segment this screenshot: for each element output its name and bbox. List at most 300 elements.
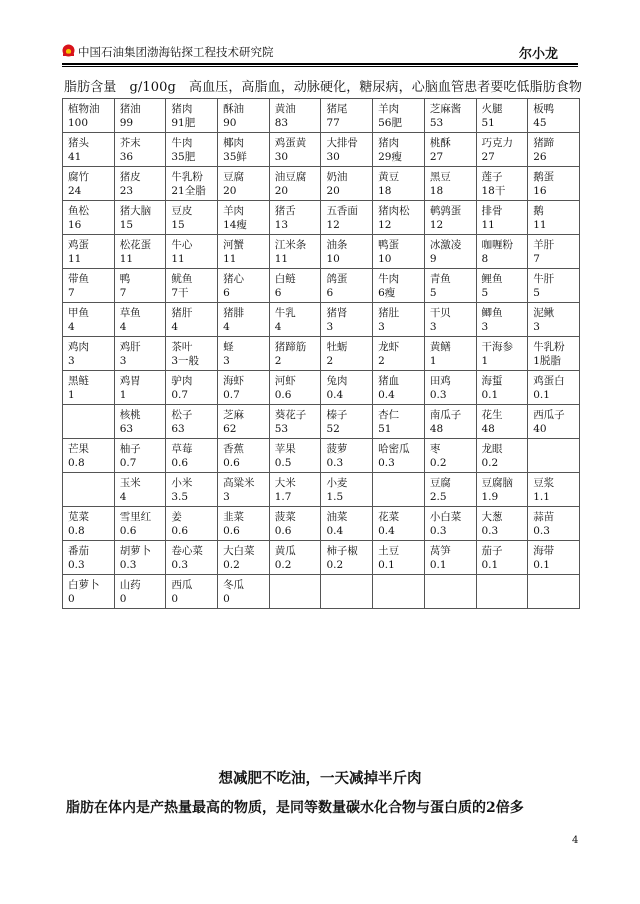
fat-value: 3: [119, 355, 127, 367]
table-row: [63, 167, 580, 201]
fat-value: 9: [429, 253, 437, 265]
fat-value: 0.4: [326, 525, 344, 537]
empty-cell: [373, 575, 425, 609]
fat-value: 1脱脂: [533, 355, 561, 367]
food-cell: [528, 99, 580, 133]
food-cell: [321, 167, 373, 201]
fat-value: 5: [481, 287, 489, 299]
fat-value: 0: [223, 593, 230, 605]
fat-value: 51: [378, 423, 392, 435]
food-cell: [166, 167, 218, 201]
fat-value: 0.7: [223, 389, 240, 401]
food-cell: [63, 507, 115, 541]
food-cell: [269, 405, 321, 439]
food-cell: [218, 303, 270, 337]
fat-value: 48: [481, 423, 495, 435]
fat-value: 7: [533, 253, 540, 265]
food-name: 南瓜子: [429, 409, 462, 421]
fat-value: 53: [274, 423, 289, 435]
fat-value: 18: [378, 185, 392, 197]
food-cell: [166, 133, 218, 167]
food-cell: [218, 473, 270, 507]
fat-value: 0.3: [429, 525, 447, 537]
food-cell: [476, 167, 528, 201]
food-cell: [476, 473, 528, 507]
food-cell: [528, 405, 580, 439]
food-name: 核桃: [119, 409, 141, 421]
fat-value: 77: [326, 117, 340, 129]
food-cell: [218, 269, 270, 303]
food-name: 哈密瓜: [378, 443, 410, 455]
food-name: 巧克力: [481, 137, 513, 149]
food-name: 白鲢: [274, 273, 296, 285]
food-cell: [476, 269, 528, 303]
food-cell: [218, 541, 270, 575]
table-row: [63, 473, 580, 507]
food-cell: [63, 337, 115, 371]
food-name: 河蟹: [223, 239, 245, 251]
food-name: 土豆: [378, 545, 400, 557]
food-cell: [476, 99, 528, 133]
food-name: 牛乳粉: [533, 341, 565, 353]
food-cell: [528, 541, 580, 575]
food-cell: [373, 507, 425, 541]
food-cell: [114, 575, 166, 609]
food-cell: [424, 541, 476, 575]
food-name: 玉米: [119, 477, 141, 489]
food-name: 龙虾: [378, 341, 400, 353]
food-cell: [114, 473, 166, 507]
food-name: 猪肾: [326, 307, 348, 319]
food-cell: [63, 269, 115, 303]
food-cell: [218, 371, 270, 405]
fat-value: 14瘦: [223, 219, 247, 231]
food-name: 海蜇: [481, 375, 503, 387]
fat-value: 3.5: [171, 491, 189, 503]
fat-value: 41: [68, 151, 82, 163]
food-name: 板鸭: [533, 103, 555, 115]
food-cell: [269, 541, 321, 575]
food-cell: [373, 371, 425, 405]
food-cell: [218, 133, 270, 167]
fat-value: 0.3: [429, 389, 447, 401]
food-name: 牛乳: [274, 307, 296, 319]
food-name: 小米: [171, 477, 193, 489]
food-name: 鸡蛋: [68, 239, 89, 251]
fat-value: 10: [378, 253, 392, 265]
food-cell: [528, 473, 580, 507]
food-cell: [321, 99, 373, 133]
fat-value: 0.3: [326, 457, 344, 469]
food-cell: [373, 405, 425, 439]
food-cell: [476, 405, 528, 439]
food-cell: [528, 269, 580, 303]
food-cell: [424, 371, 476, 405]
fat-value: 0.7: [119, 457, 137, 469]
table-row: [63, 99, 580, 133]
food-cell: [321, 405, 373, 439]
food-name: 羊肝: [533, 239, 555, 251]
food-name: 花生: [481, 409, 503, 421]
food-name: 蛏: [223, 341, 234, 353]
fat-value: 91肥: [171, 117, 196, 129]
food-cell: [218, 575, 270, 609]
fat-value: 2: [326, 355, 334, 367]
food-cell: [166, 371, 218, 405]
fat-value: 35肥: [171, 151, 196, 163]
fat-value: 90: [223, 117, 237, 129]
fat-value: 3一般: [171, 355, 200, 367]
food-cell: [114, 371, 166, 405]
food-name: [68, 405, 114, 408]
fat-value: 21全脂: [171, 185, 206, 197]
food-cell: [528, 133, 580, 167]
food-cell: [218, 99, 270, 133]
food-name: 甲鱼: [68, 307, 89, 319]
fat-content-table: [62, 98, 580, 609]
food-name: 葵花子: [274, 409, 307, 421]
food-cell: [166, 507, 218, 541]
food-cell: [476, 541, 528, 575]
food-cell: [166, 99, 218, 133]
fat-value: 2: [378, 355, 385, 367]
food-name: 干贝: [429, 307, 451, 319]
table-row: [63, 337, 580, 371]
food-name: 腐竹: [68, 171, 89, 183]
food-name: 山药: [119, 579, 141, 591]
fat-value: 0: [171, 593, 179, 605]
food-cell: [373, 269, 425, 303]
fat-value: 0.3: [533, 525, 550, 537]
fat-value: 13: [274, 219, 289, 231]
food-name: 冰激凌: [429, 239, 462, 251]
fat-value: 4: [119, 491, 127, 503]
food-cell: [269, 99, 321, 133]
food-name: 猪油: [119, 103, 141, 115]
fat-value: 20: [274, 185, 289, 197]
fat-value: 1: [119, 389, 127, 401]
empty-cell: [424, 575, 476, 609]
fat-value: 0.3: [481, 525, 499, 537]
food-name: 青鱼: [429, 273, 451, 285]
fat-value: 0.3: [171, 559, 189, 571]
intro-text: 脂肪含量 g/100g 高血压，高脂血，动脉硬化，糖尿病，心脑血管患者要吃低脂肪食物: [64, 80, 583, 95]
food-name: 排骨: [481, 205, 503, 217]
food-cell: [269, 133, 321, 167]
food-name: [68, 473, 114, 476]
food-cell: [528, 337, 580, 371]
fat-value: 0.6: [171, 525, 189, 537]
food-cell: [424, 269, 476, 303]
food-cell: [63, 235, 115, 269]
fat-value: 26: [533, 151, 547, 163]
food-name: 苋菜: [68, 511, 89, 523]
food-name: 带鱼: [68, 273, 89, 285]
fat-value: 2.5: [429, 491, 447, 503]
fat-value: 0.2: [274, 559, 292, 571]
food-name: 胡萝卜: [119, 545, 152, 557]
food-cell: [373, 201, 425, 235]
food-name: 西瓜子: [533, 409, 565, 421]
food-cell: [218, 235, 270, 269]
fat-value: 0.6: [119, 525, 137, 537]
food-cell: [321, 133, 373, 167]
food-cell: [373, 439, 425, 473]
food-cell: [373, 167, 425, 201]
food-name: 松子: [171, 409, 193, 421]
food-name: [378, 473, 424, 476]
fat-value: 0.2: [223, 559, 240, 571]
food-cell: [269, 337, 321, 371]
food-cell: [63, 575, 115, 609]
table-row: [63, 235, 580, 269]
fat-value: 27: [481, 151, 495, 163]
food-cell: [373, 99, 425, 133]
food-cell: [63, 99, 115, 133]
food-name: 鲤鱼: [481, 273, 503, 285]
food-cell: [373, 541, 425, 575]
fat-value: 0.5: [274, 457, 292, 469]
food-name: 花菜: [378, 511, 400, 523]
food-name: 小白菜: [429, 511, 462, 523]
food-cell: [476, 337, 528, 371]
food-name: 海带: [533, 545, 555, 557]
food-name: 榛子: [326, 409, 348, 421]
food-name: 油条: [326, 239, 348, 251]
food-name: 牛肝: [533, 273, 555, 285]
food-name: 白萝卜: [68, 579, 100, 591]
food-name: 驴肉: [171, 375, 193, 387]
food-name: 鸭: [119, 273, 131, 285]
fat-value: 0.3: [378, 457, 395, 469]
food-name: 韭菜: [223, 511, 245, 523]
food-name: 大白菜: [223, 545, 255, 557]
food-name: 龙眼: [481, 443, 503, 455]
food-cell: [321, 337, 373, 371]
fat-value: 15: [171, 219, 185, 231]
food-name: 豆浆: [533, 477, 555, 489]
food-cell: [63, 303, 115, 337]
food-cell: [63, 473, 115, 507]
fat-value: 3: [223, 355, 230, 367]
fat-value: 4: [274, 321, 282, 333]
food-name: 牛乳粉: [171, 171, 203, 183]
fat-value: 0.6: [223, 525, 240, 537]
food-name: 菠菜: [274, 511, 296, 523]
food-cell: [424, 405, 476, 439]
food-name: 桃酥: [429, 137, 451, 149]
food-cell: [63, 371, 115, 405]
fat-value: 5: [533, 287, 540, 299]
fat-value: 12: [378, 219, 392, 231]
fat-value: 1: [429, 355, 437, 367]
food-cell: [476, 201, 528, 235]
fat-value: 3: [326, 321, 334, 333]
food-cell: [528, 439, 580, 473]
food-cell: [114, 133, 166, 167]
food-cell: [114, 405, 166, 439]
food-cell: [269, 167, 321, 201]
food-cell: [321, 201, 373, 235]
food-cell: [373, 133, 425, 167]
fat-value: 0.1: [533, 389, 550, 401]
food-name: 咖喱粉: [481, 239, 513, 251]
fat-value: 12: [326, 219, 340, 231]
table-row: [63, 405, 580, 439]
fat-value: 4: [68, 321, 75, 333]
food-name: 高粱米: [223, 477, 255, 489]
fat-value: 3: [429, 321, 437, 333]
food-cell: [166, 541, 218, 575]
food-name: 鸡肉: [68, 341, 89, 353]
food-cell: [424, 507, 476, 541]
food-cell: [218, 337, 270, 371]
fat-value: 11: [274, 253, 289, 265]
food-cell: [63, 133, 115, 167]
food-cell: [218, 439, 270, 473]
food-cell: [424, 201, 476, 235]
food-name: 姜: [171, 511, 182, 523]
food-name: 杏仁: [378, 409, 400, 421]
page-number: 4: [572, 835, 579, 846]
fat-value: 3: [378, 321, 385, 333]
empty-cell: [476, 575, 528, 609]
food-cell: [476, 235, 528, 269]
fat-value: 7干: [171, 287, 189, 299]
fat-value: 0.1: [429, 559, 447, 571]
fat-value: 0.3: [68, 559, 85, 571]
food-name: 猪腓: [223, 307, 245, 319]
food-name: 猪头: [68, 137, 89, 149]
food-name: 猪肝: [171, 307, 193, 319]
fat-value: 4: [171, 321, 179, 333]
food-cell: [528, 303, 580, 337]
food-cell: [63, 439, 115, 473]
food-cell: [269, 201, 321, 235]
fat-value: 16: [533, 185, 547, 197]
food-name: 田鸡: [429, 375, 451, 387]
fat-value: 24: [68, 185, 82, 197]
food-cell: [63, 541, 115, 575]
food-name: 豆腐: [429, 477, 451, 489]
food-cell: [269, 507, 321, 541]
fat-value: 6: [223, 287, 230, 299]
food-name: 牡蛎: [326, 341, 348, 353]
fat-value: 11: [481, 219, 495, 231]
fact-statement: 脂肪在体内是产热量最高的物质，是同等数量碳水化合物与蛋白质的2倍多: [66, 800, 524, 816]
fat-value: 1.7: [274, 491, 292, 503]
food-cell: [321, 235, 373, 269]
food-name: 冬瓜: [223, 579, 245, 591]
food-name: 大葱: [481, 511, 503, 523]
fat-value: 0: [68, 593, 75, 605]
fat-value: 6: [326, 287, 334, 299]
table-row: [63, 201, 580, 235]
table-row: [63, 303, 580, 337]
food-name: 茶叶: [171, 341, 193, 353]
fat-value: 27: [429, 151, 444, 163]
fat-value: 30: [326, 151, 340, 163]
food-name: 芝麻酱: [429, 103, 462, 115]
food-name: 鸡蛋黄: [274, 137, 307, 149]
food-name: 枣: [429, 443, 441, 455]
fat-value: 0.7: [171, 389, 189, 401]
food-cell: [166, 473, 218, 507]
empty-cell: [321, 575, 373, 609]
food-name: 菠萝: [326, 443, 348, 455]
table-row: [63, 439, 580, 473]
food-cell: [218, 507, 270, 541]
food-cell: [321, 439, 373, 473]
table-row: [63, 507, 580, 541]
fat-value: 11: [119, 253, 134, 265]
food-cell: [476, 303, 528, 337]
fat-value: 8: [481, 253, 489, 265]
food-cell: [321, 541, 373, 575]
table-row: [63, 133, 580, 167]
food-name: 牛心: [171, 239, 193, 251]
food-cell: [528, 201, 580, 235]
food-cell: [114, 201, 166, 235]
fat-value: 18: [429, 185, 444, 197]
food-cell: [114, 541, 166, 575]
food-cell: [218, 201, 270, 235]
fat-value: 63: [171, 423, 185, 435]
table-row: [63, 371, 580, 405]
food-cell: [373, 235, 425, 269]
food-name: 猪皮: [119, 171, 141, 183]
food-name: 江米条: [274, 239, 307, 251]
food-name: 椰肉: [223, 137, 245, 149]
fat-value: 7: [68, 287, 75, 299]
food-name: 鸽蛋: [326, 273, 348, 285]
food-name: 黑鲢: [68, 375, 89, 387]
food-cell: [218, 167, 270, 201]
slogan: 想减肥不吃油，一天减掉半斤肉: [218, 770, 422, 787]
fat-value: 29瘦: [378, 151, 402, 163]
fat-value: 18干: [481, 185, 506, 197]
food-cell: [321, 269, 373, 303]
food-cell: [424, 439, 476, 473]
food-name: 猪肉: [171, 103, 193, 115]
food-name: 黄鳝: [429, 341, 451, 353]
fat-value: 20: [223, 185, 237, 197]
food-name: 鹅蛋: [533, 171, 555, 183]
food-cell: [269, 303, 321, 337]
food-name: 鱼松: [68, 205, 89, 217]
food-name: 西瓜: [171, 579, 193, 591]
food-cell: [114, 303, 166, 337]
food-name: 猪肉: [378, 137, 400, 149]
fat-value: 62: [223, 423, 237, 435]
fat-value: 0.4: [378, 525, 395, 537]
food-cell: [166, 235, 218, 269]
food-cell: [114, 507, 166, 541]
fat-value: 10: [326, 253, 340, 265]
food-cell: [166, 269, 218, 303]
food-name: 莴笋: [429, 545, 451, 557]
food-name: 豆腐脑: [481, 477, 513, 489]
food-name: 鸡肝: [119, 341, 141, 353]
food-cell: [114, 439, 166, 473]
empty-cell: [528, 575, 580, 609]
food-name: 黑豆: [429, 171, 451, 183]
food-name: 猪尾: [326, 103, 348, 115]
fat-value: 0.1: [481, 559, 499, 571]
food-cell: [269, 439, 321, 473]
food-name: 卷心菜: [171, 545, 203, 557]
fat-value: 4: [223, 321, 230, 333]
